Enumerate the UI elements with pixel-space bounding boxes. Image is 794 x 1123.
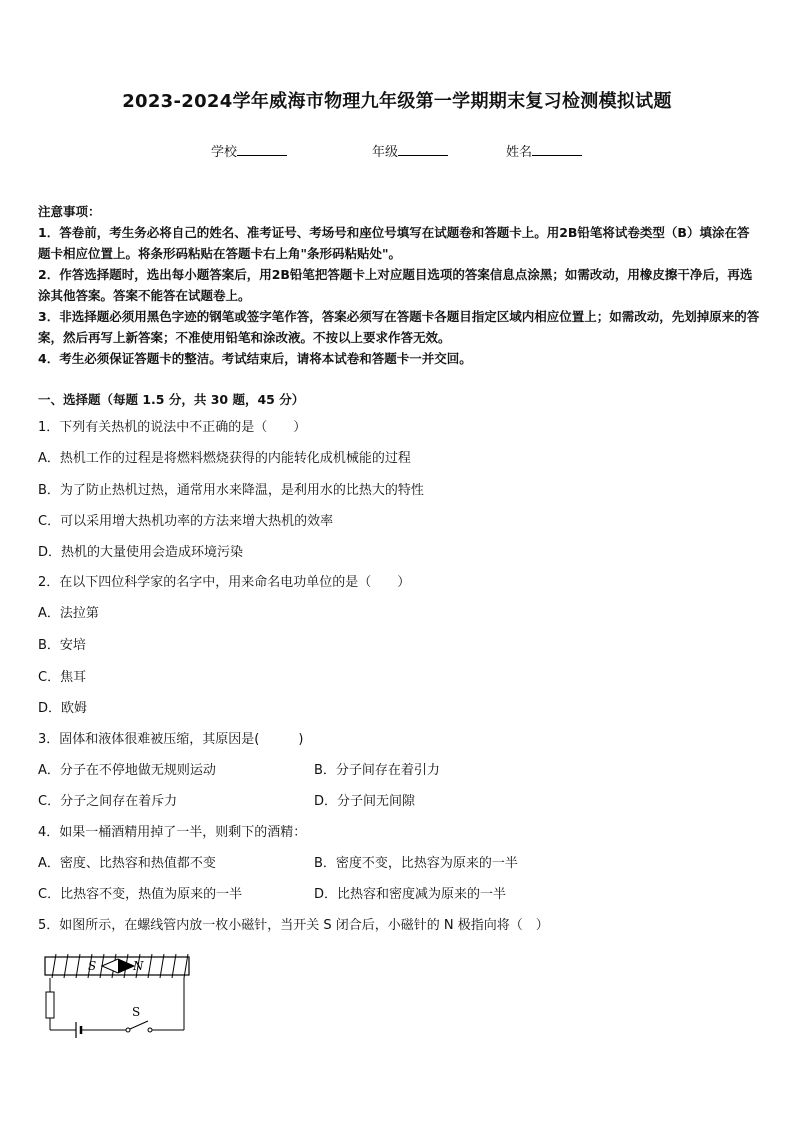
needle-s-label: S [88, 959, 97, 973]
q4-option-a[interactable]: A．密度、比热容和热值都不变 [38, 856, 216, 871]
q1-option-c[interactable]: C．可以采用增大热机功率的方法来增大热机的效率 [38, 514, 334, 529]
school-field[interactable] [211, 141, 287, 160]
name-field[interactable] [506, 141, 582, 160]
switch-blade [130, 1021, 148, 1029]
school-label: 学校 [211, 145, 238, 160]
notice-item-2: 2．作答选择题时，选出每小题答案后，用2B铅笔把答题卡上对应题目选项的答案信息点涂黑；如需改动，用橡皮擦干净后，再选涂其他答案。答案不能答在试题卷上。 [38, 267, 753, 303]
q4-option-c[interactable]: C．比热容不变，热值为原来的一半 [38, 887, 243, 902]
q3-option-b[interactable]: B．分子间存在着引力 [314, 763, 440, 778]
question-5-stem: 5．如图所示，在螺线管内放一枚小磁针，当开关 S 闭合后，小磁针的 N 极指向将（ ） [38, 918, 549, 933]
notice-item-3: 3．非选择题必须用黑色字迹的钢笔或签字笔作答，答案必须写在答题卡各题目指定区域内相应位置上；如需改动，先划掉原来的答案，然后再写上新答案；不准使用铅笔和涂改液。不按以上要求作答无效。 [38, 309, 760, 345]
q4-option-d[interactable]: D．比热容和密度减为原来的一半 [314, 887, 507, 902]
school-blank[interactable] [237, 143, 287, 156]
notice-item-4: 4．考生必须保证答题卡的整洁。考试结束后，请将本试卷和答题卡一并交回。 [38, 351, 472, 366]
q4-option-b[interactable]: B．密度不变，比热容为原来的一半 [314, 856, 518, 871]
q1-option-a[interactable]: A．热机工作的过程是将燃料燃烧获得的内能转化成机械能的过程 [38, 451, 411, 466]
q1-option-d[interactable]: D．热机的大量使用会造成环境污染 [38, 545, 244, 560]
q3-option-a[interactable]: A．分子在不停地做无规则运动 [38, 763, 216, 778]
grade-label: 年级 [372, 145, 399, 160]
q2-option-d[interactable]: D．欧姆 [38, 701, 88, 716]
q3-option-d[interactable]: D．分子间无间隙 [314, 794, 416, 809]
grade-field[interactable] [372, 141, 448, 160]
question-2-stem: 2．在以下四位科学家的名字中，用来命名电功单位的是（ ） [38, 575, 411, 590]
notice-heading: 注意事项： [38, 204, 101, 219]
needle-n-label: N [133, 959, 144, 973]
q2-option-c[interactable]: C．焦耳 [38, 670, 87, 685]
solenoid-circuit-figure [44, 952, 194, 1044]
q2-option-b[interactable]: B．安培 [38, 638, 86, 653]
name-blank[interactable] [532, 143, 582, 156]
switch-label: S [132, 1005, 141, 1019]
question-1-stem: 1．下列有关热机的说法中不正确的是（ ） [38, 420, 307, 435]
question-3-stem: 3．固体和液体很难被压缩，其原因是( ) [38, 732, 304, 747]
q3-option-c[interactable]: C．分子之间存在着斥力 [38, 794, 178, 809]
question-4-stem: 4．如果一桶酒精用掉了一半，则剩下的酒精： [38, 825, 307, 840]
grade-blank[interactable] [398, 143, 448, 156]
compass-needle-n-half [118, 959, 134, 973]
exam-title: 2023-2024学年威海市物理九年级第一学期期末复习检测模拟试题 [122, 91, 672, 112]
section-heading: 一、选择题（每题 1.5 分，共 30 题，45 分） [38, 392, 305, 407]
switch-contact [148, 1028, 152, 1032]
resistor [46, 992, 54, 1018]
switch-pivot [126, 1028, 130, 1032]
q1-option-b[interactable]: B．为了防止热机过热，通常用水来降温，是利用水的比热大的特性 [38, 483, 424, 498]
name-label: 姓名 [506, 145, 533, 160]
q2-option-a[interactable]: A．法拉第 [38, 606, 99, 621]
notice-item-1: 1．答卷前，考生务必将自己的姓名、准考证号、考场号和座位号填写在试题卷和答题卡上。用2B铅笔将试卷类型（B）填涂在答题卡相应位置上。将条形码粘贴在答题卡右上角"条形码粘贴处"。 [38, 225, 750, 261]
